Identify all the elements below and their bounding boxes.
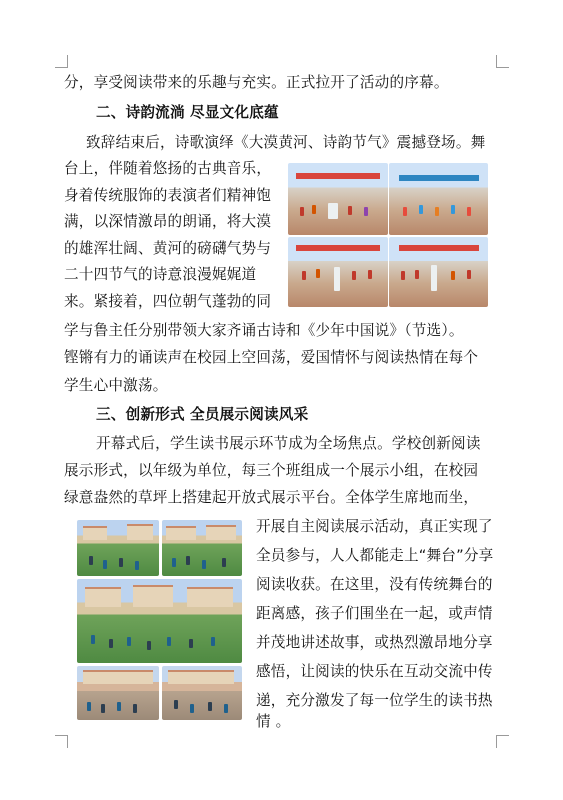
paragraph-line: 的雄浑壮阔、黄河的磅礴气势与 — [64, 240, 272, 257]
showcase-photo — [77, 579, 242, 663]
section-heading: 二、诗韵流淌 尽显文化底蕴 — [96, 104, 279, 121]
paragraph-line: 全员参与，人人都能走上“舞台”分享 — [256, 547, 494, 564]
paragraph-line: 开展自主阅读展示活动，真正实现了 — [256, 518, 493, 535]
paragraph-line: 台上，伴随着悠扬的古典音乐， — [64, 160, 272, 177]
margin-corner-mark — [496, 55, 509, 68]
performance-photo — [389, 237, 488, 307]
paragraph-line: 距离感，孩子们围坐在一起，或声情 — [256, 605, 493, 622]
showcase-photo — [77, 666, 159, 720]
paragraph-line: 满，以深情激昂的朗诵，将大漠 — [64, 213, 272, 230]
paragraph-line: 递，充分激发了每一位学生的读书热 — [256, 692, 493, 709]
paragraph-line: 感悟，让阅读的快乐在互动交流中传 — [256, 663, 493, 680]
showcase-photo — [162, 520, 242, 576]
paragraph-line: 开幕式后，学生读书展示环节成为全场焦点。学校创新阅读 — [96, 435, 481, 452]
paragraph-line: 铿锵有力的诵读声在校园上空回荡，爱国情怀与阅读热情在每个 — [64, 349, 479, 366]
paragraph-line: 身着传统服饰的表演者们精神饱 — [64, 187, 272, 204]
paragraph-line: 阅读收获。在这里，没有传统舞台的 — [256, 576, 493, 593]
paragraph-line: 并茂地讲述故事，或热烈激昂地分享 — [256, 634, 493, 651]
paragraph-line: 展示形式，以年级为单位，每三个班组成一个展示小组，在校园 — [64, 462, 479, 479]
paragraph-line: 学生心中激荡。 — [64, 377, 168, 394]
performance-photo — [288, 163, 388, 235]
paragraph-line: 来。紧接着，四位朝气蓬勃的同 — [64, 293, 272, 310]
margin-corner-mark — [55, 735, 68, 748]
showcase-photo — [162, 666, 242, 720]
paragraph-line: 二十四节气的诗意浪漫娓娓道 — [64, 266, 257, 283]
section-heading: 三、创新形式 全员展示阅读风采 — [96, 406, 309, 423]
paragraph-line: 学与鲁主任分别带领大家齐诵古诗和《少年中国说》（节选）。 — [64, 322, 464, 339]
showcase-photo — [77, 520, 159, 576]
paragraph-line: 致辞结束后，诗歌演绎《大漠黄河、诗韵节气》震撼登场。舞 — [86, 134, 486, 151]
margin-corner-mark — [55, 55, 68, 68]
margin-corner-mark — [496, 735, 509, 748]
paragraph-line: 绿意盎然的草坪上搭建起开放式展示平台。全体学生席地而坐， — [64, 489, 479, 506]
paragraph-line: 分，享受阅读带来的乐趣与充实。正式拉开了活动的序幕。 — [64, 74, 449, 91]
performance-photo — [389, 163, 488, 235]
performance-photo — [288, 237, 388, 307]
paragraph-line: 情 。 — [256, 713, 291, 730]
